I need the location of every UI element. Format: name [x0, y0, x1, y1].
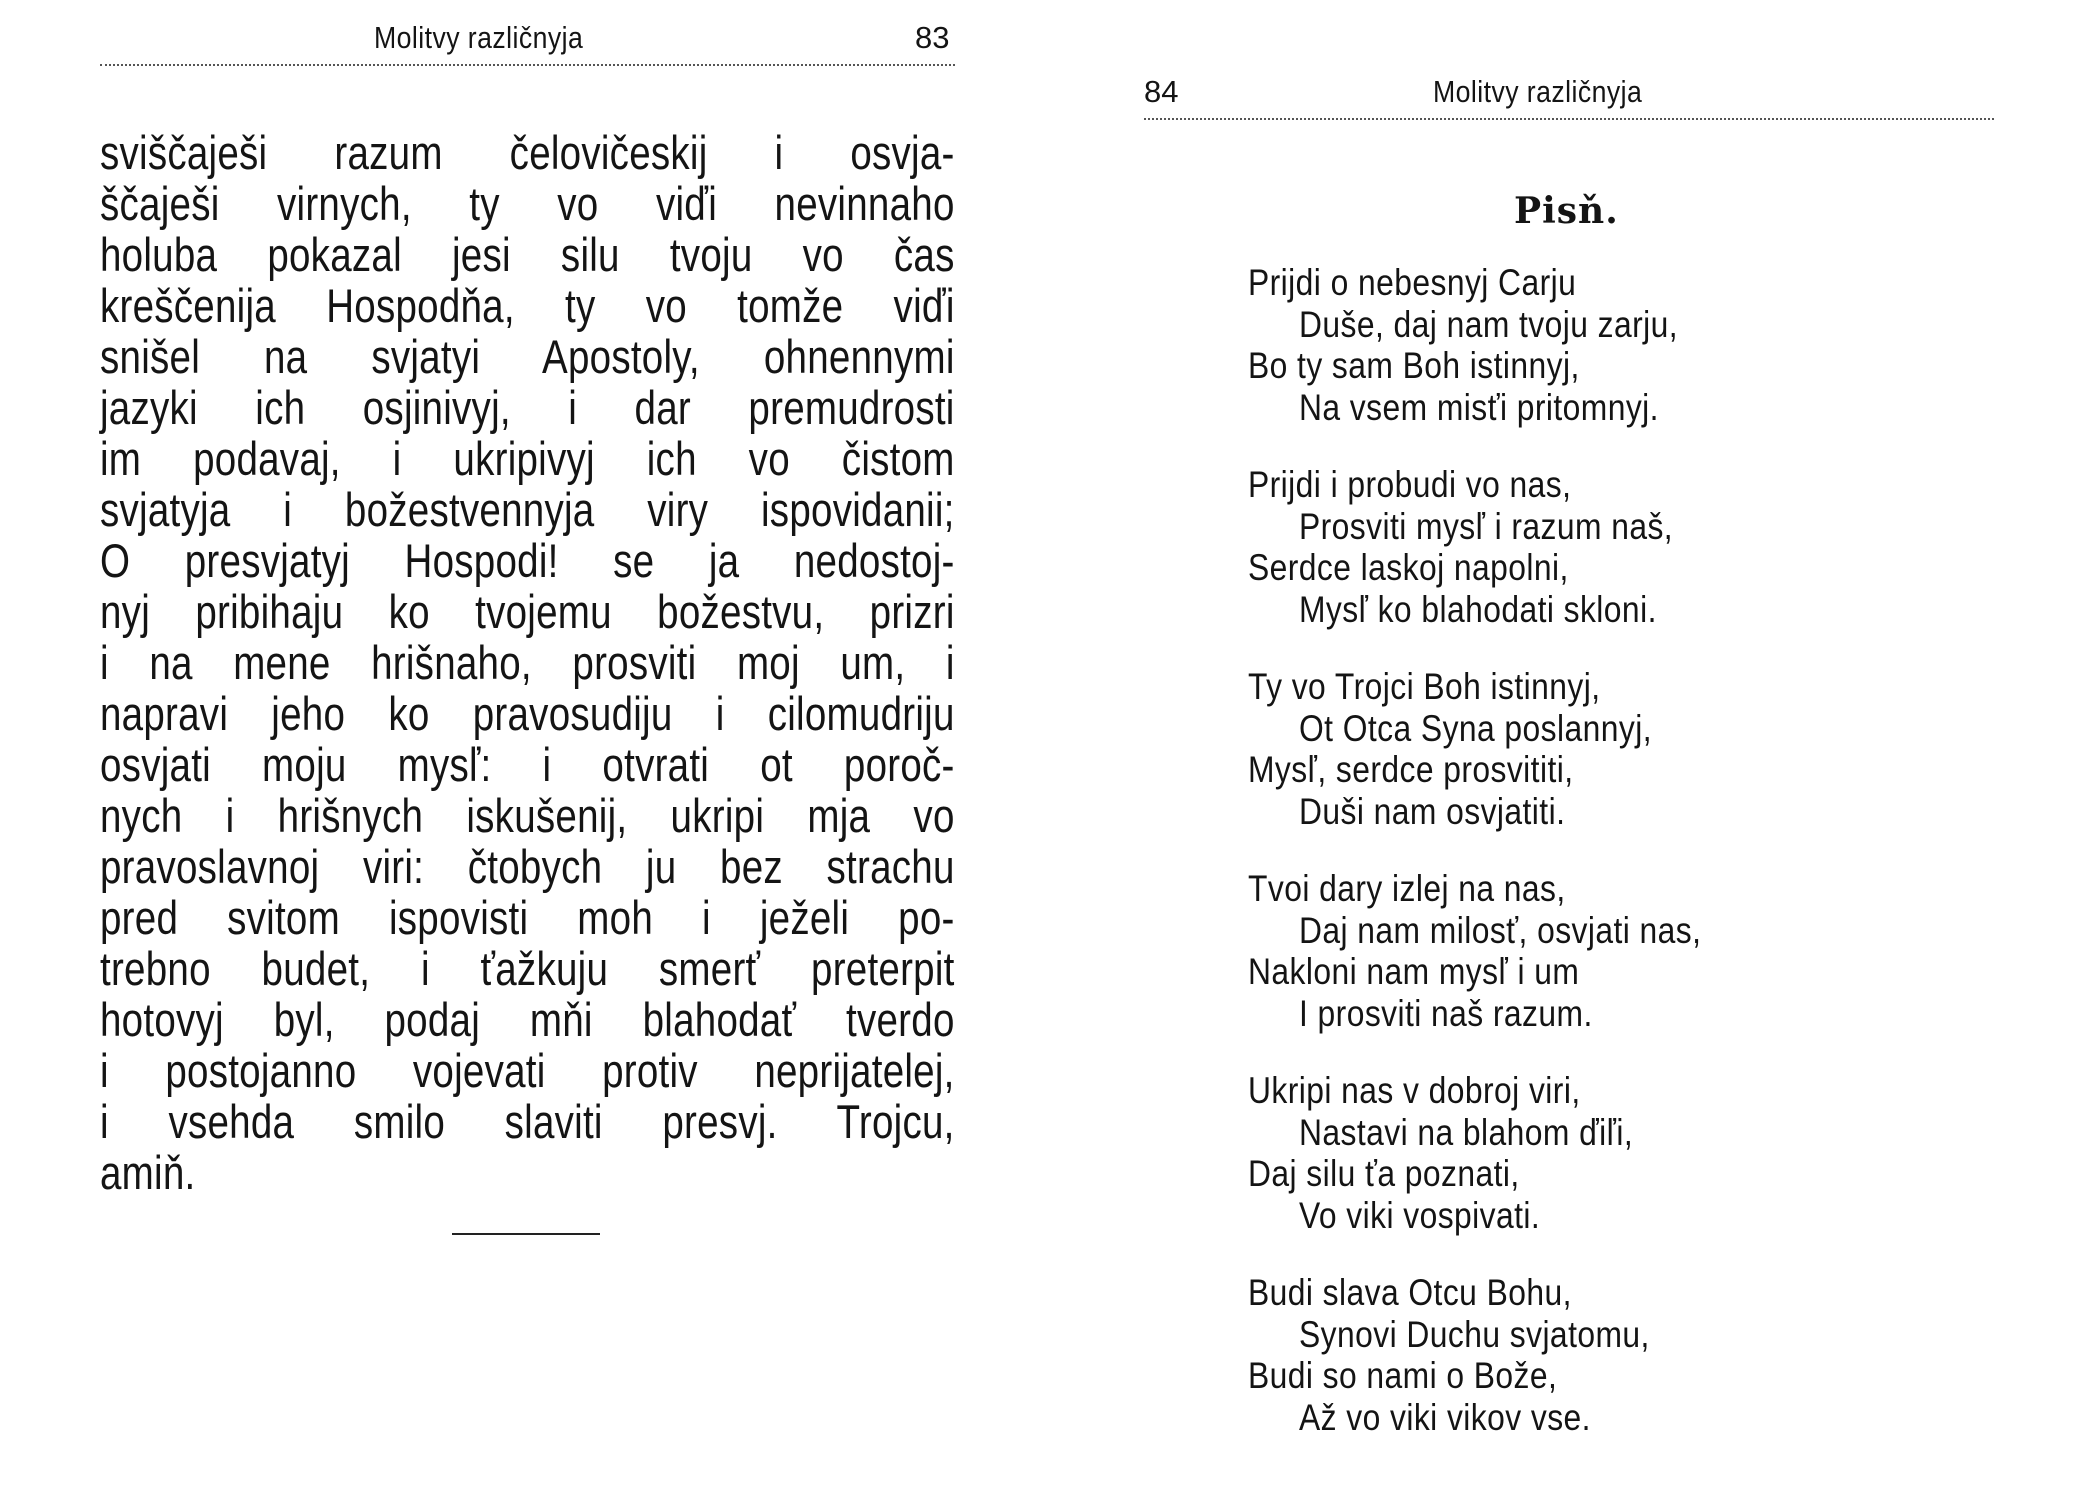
verse-line: Ukripi nas v dobroj viri,: [1248, 1070, 1581, 1111]
text-line: trebno budet, i ťažkuju smerť preterpit: [100, 942, 955, 995]
text-line-last: amiň.: [100, 1146, 196, 1199]
verse-line: Prosviti mysľ i razum naš,: [1299, 505, 1674, 547]
text-line: O presvjatyj Hospodi! se ja nedostoj-: [100, 534, 955, 587]
verse-line: Bo ty sam Boh istinnyj,: [1248, 345, 1580, 386]
text-line: nych i hrišnych iskušenij, ukripi mja vo: [100, 789, 955, 842]
text-line: snišel na svjatyi Apostoly, ohnennymi: [100, 330, 955, 383]
stanza: [1248, 464, 1734, 630]
verse-line: Prijdi i probudi vo nas,: [1248, 464, 1572, 505]
stanza: [1248, 1272, 1707, 1438]
text-line: kreščenija Hospodňa, ty vo tomže viďi: [100, 279, 955, 332]
stanza: [1248, 666, 1709, 832]
text-line: jazyki ich osjinivyj, i dar premudrosti: [100, 381, 955, 434]
verse-line: Mysľ, serdce prosvititi,: [1248, 749, 1574, 790]
verse-line: Budi slava Otcu Bohu,: [1248, 1272, 1572, 1313]
text-line: hotovyj byl, podaj mňi blahodať tverdo: [100, 993, 955, 1046]
page-number-right: 84: [1144, 74, 1179, 109]
verse-line: Na vsem misťi pritomnyj.: [1299, 386, 1659, 428]
text-line: pravoslavnoj viri: čtobych ju bez strachu: [100, 840, 955, 893]
verse-line: Daj nam milosť, osvjati nas,: [1299, 909, 1702, 951]
text-line: sviščaješi razum čelovičeskij i osvja-: [100, 126, 955, 179]
text-line: i na mene hrišnaho, prosviti moj um, i: [100, 636, 955, 689]
right-page: [1038, 0, 2076, 1500]
verse-line: Serdce laskoj napolni,: [1248, 547, 1569, 588]
verse-line: Ty vo Trojci Boh istinnyj,: [1248, 666, 1601, 707]
text-line: i vsehda smilo slaviti presvj. Trojcu,: [100, 1095, 955, 1148]
verse-line: Nastavi na blahom ďiľi,: [1299, 1111, 1634, 1153]
closing-rule: [452, 1233, 600, 1235]
text-line: pred svitom ispovisti moh i ježeli po-: [100, 891, 955, 944]
text-line: i postojanno vojevati protiv neprijatelej,: [100, 1044, 955, 1097]
verse-line: I prosviti naš razum.: [1299, 992, 1593, 1034]
page-number-left: 83: [915, 20, 950, 55]
song-title: Pisň.: [1514, 190, 1619, 232]
verse-line: Duši nam osvjatiti.: [1299, 790, 1566, 832]
stanza: [1248, 262, 1740, 428]
text-line: holuba pokazal jesi silu tvoju vo čas: [100, 228, 955, 281]
verse-line: Duše, daj nam tvoju zarju,: [1299, 303, 1679, 345]
verse-line: Vo viki vospivati.: [1299, 1194, 1541, 1236]
verse-line: Tvoi dary izlej na nas,: [1248, 868, 1566, 909]
verse-line: Ot Otca Syna poslannyj,: [1299, 707, 1653, 749]
stanza: [1248, 1070, 1687, 1236]
text-line: ščaješi virnych, ty vo viďi nevinnaho: [100, 177, 955, 230]
text-line: osvjati moju mysľ: i otvrati ot poroč-: [100, 738, 955, 791]
header-rule-left: [100, 64, 955, 66]
text-line: svjatyja i božestvennyja viry ispovidanii;: [100, 483, 955, 536]
verse-line: Budi so nami o Bože,: [1248, 1355, 1558, 1396]
verse-line: Mysľ ko blahodati skloni.: [1299, 588, 1657, 630]
verse-line: Synovi Duchu svjatomu,: [1299, 1313, 1650, 1355]
text-line: napravi jeho ko pravosudiju i cilomudriju: [100, 687, 955, 740]
verse-line: Prijdi o nebesnyj Carju: [1248, 262, 1577, 303]
text-line: im podavaj, i ukripivyj ich vo čistom: [100, 432, 955, 485]
prayer-text: [100, 127, 955, 1198]
running-head-left: Molitvy različnyja: [374, 20, 584, 55]
text-line: nyj pribihaju ko tvojemu božestvu, prizri: [100, 585, 955, 638]
running-head-right: Molitvy različnyja: [1433, 74, 1643, 109]
header-rule-right: [1144, 118, 1994, 120]
stanza: [1248, 868, 1767, 1034]
verse-line: Daj silu ťa poznati,: [1248, 1153, 1520, 1194]
verse-line: Nakloni nam mysľ i um: [1248, 951, 1580, 992]
verse-line: Až vo viki vikov vse.: [1299, 1396, 1591, 1438]
